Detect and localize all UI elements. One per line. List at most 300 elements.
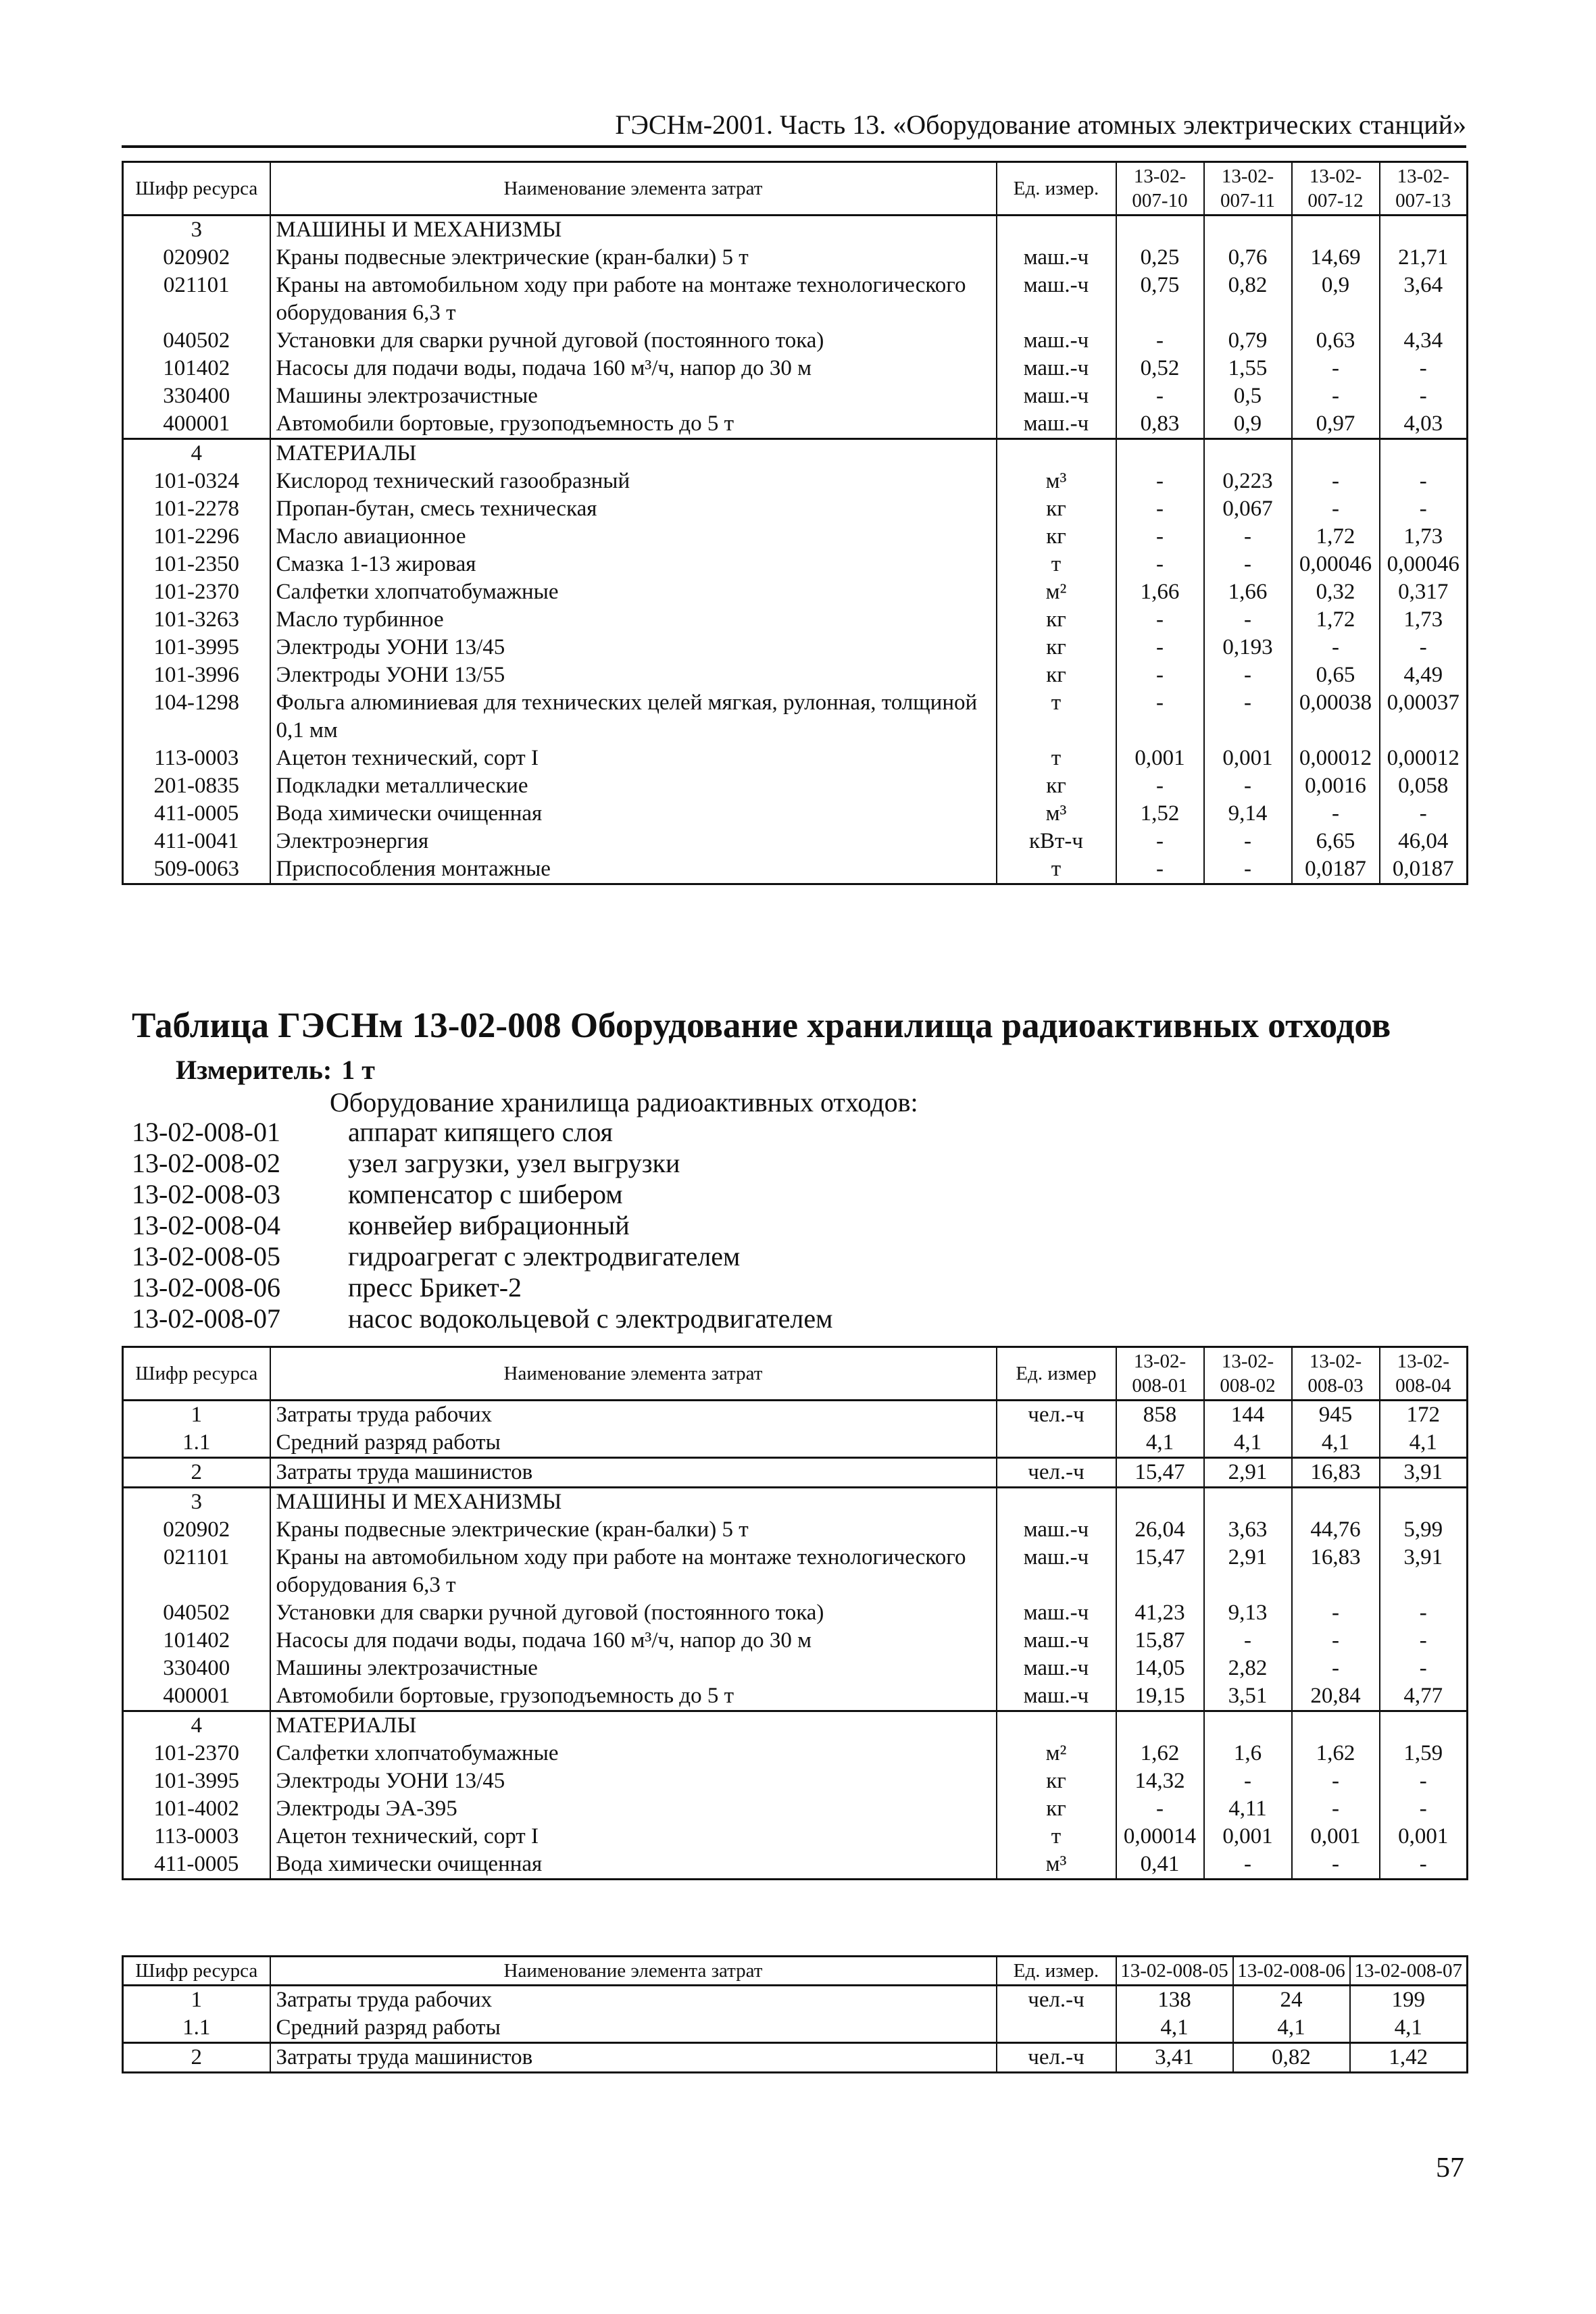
cell-unit: кг: [997, 1795, 1116, 1823]
cell-unit: кг: [997, 772, 1116, 800]
cell-code: 411-0041: [123, 828, 270, 855]
cell-value-1: 0,52: [1116, 355, 1204, 382]
cell-unit: кг: [997, 1767, 1116, 1795]
cell-value-2: 4,1: [1204, 1429, 1292, 1458]
cell-code: 411-0005: [123, 1851, 270, 1880]
cell-value-3: 0,00046: [1292, 551, 1380, 578]
cell-value-4: 4,34: [1380, 327, 1468, 355]
cell-value-4: 3,91: [1380, 1544, 1468, 1599]
cell-value-3: -: [1292, 800, 1380, 828]
cell-value-1: 1,62: [1116, 1740, 1204, 1767]
cell-value-3: 1,72: [1292, 523, 1380, 551]
cell-value-3: 0,00012: [1292, 745, 1380, 772]
cell-name: МАТЕРИАЛЫ: [270, 1711, 997, 1740]
cell-code: 3: [123, 1488, 270, 1517]
cell-unit: [997, 1488, 1116, 1517]
cell-value-1: -: [1116, 382, 1204, 410]
cell-value-2: [1204, 1711, 1292, 1740]
cell-unit: маш.-ч: [997, 244, 1116, 272]
list-item: [132, 1209, 832, 1240]
cell-code: 040502: [123, 327, 270, 355]
cell-value-2: 0,79: [1204, 327, 1292, 355]
header-col-3: 13-02-008-07: [1350, 1957, 1468, 1986]
header-code: Шифр ресурса: [123, 1347, 270, 1401]
cell-value-1: 15,47: [1116, 1458, 1204, 1488]
cell-unit: м³: [997, 468, 1116, 495]
cell-value-3: 4,1: [1292, 1429, 1380, 1458]
cell-value-2: 1,66: [1204, 578, 1292, 606]
cell-value-3: -: [1292, 1767, 1380, 1795]
cell-unit: [997, 439, 1116, 468]
cell-value-2: 144: [1204, 1401, 1292, 1430]
cell-value-1: 14,05: [1116, 1655, 1204, 1682]
cell-code: 400001: [123, 410, 270, 439]
table-row: [123, 382, 1468, 410]
cell-value-1: 1,52: [1116, 800, 1204, 828]
cell-value-1: -: [1116, 689, 1204, 745]
cell-value-4: 1,73: [1380, 523, 1468, 551]
cell-value-1: 19,15: [1116, 1682, 1204, 1711]
header-col-2: 13-02-008-02: [1204, 1347, 1292, 1401]
cell-value-2: [1204, 439, 1292, 468]
cell-code: 101-2296: [123, 523, 270, 551]
table-row: [123, 410, 1468, 439]
cell-unit: м²: [997, 578, 1116, 606]
cell-code: 2: [123, 2043, 270, 2073]
cell-value-2: 1,6: [1204, 1740, 1292, 1767]
cell-value-2: -: [1204, 661, 1292, 689]
cell-value-1: -: [1116, 606, 1204, 634]
cell-value-3: [1292, 216, 1380, 245]
cell-code: 101-2278: [123, 495, 270, 523]
table-row: [123, 523, 1468, 551]
table-row: [123, 689, 1468, 745]
cell-value-2: 4,1: [1233, 2014, 1350, 2043]
cell-value-1: 4,1: [1116, 2014, 1233, 2043]
cell-unit: маш.-ч: [997, 355, 1116, 382]
cell-value-3: [1292, 1488, 1380, 1517]
cell-value-3: 44,76: [1292, 1516, 1380, 1544]
cell-value-1: -: [1116, 327, 1204, 355]
cell-value-4: -: [1380, 800, 1468, 828]
cell-code: 101-3995: [123, 634, 270, 661]
cell-value-3: 1,42: [1350, 2043, 1468, 2073]
cell-name: Пропан-бутан, смесь техническая: [270, 495, 997, 523]
cell-value-4: -: [1380, 355, 1468, 382]
cell-value-3: 0,65: [1292, 661, 1380, 689]
cell-value-4: 5,99: [1380, 1516, 1468, 1544]
cell-value-3: -: [1292, 468, 1380, 495]
cell-value-4: -: [1380, 634, 1468, 661]
cell-code: 021101: [123, 1544, 270, 1599]
cell-value-1: -: [1116, 495, 1204, 523]
table-row: [123, 1458, 1468, 1488]
cell-value-1: -: [1116, 828, 1204, 855]
cell-unit: чел.-ч: [997, 2043, 1116, 2073]
cell-value-4: 46,04: [1380, 828, 1468, 855]
cell-value-3: 4,1: [1350, 2014, 1468, 2043]
cell-unit: м³: [997, 1851, 1116, 1880]
cell-code: 021101: [123, 272, 270, 327]
cell-value-2: 24: [1233, 1986, 1350, 2015]
cell-unit: [997, 216, 1116, 245]
cell-name: Приспособления монтажные: [270, 855, 997, 884]
cell-name: Электроды УОНИ 13/55: [270, 661, 997, 689]
cell-name: Электроды ЭА-395: [270, 1795, 997, 1823]
cell-unit: маш.-ч: [997, 1599, 1116, 1627]
cell-value-3: -: [1292, 1655, 1380, 1682]
cell-value-4: 1,59: [1380, 1740, 1468, 1767]
cell-code: 4: [123, 439, 270, 468]
cell-value-4: -: [1380, 468, 1468, 495]
cell-code: 1: [123, 1401, 270, 1430]
cell-code: 509-0063: [123, 855, 270, 884]
table-row: [123, 1516, 1468, 1544]
measure-label: Измеритель:: [176, 1055, 332, 1085]
cell-value-2: 0,82: [1233, 2043, 1350, 2073]
list-item: [132, 1303, 832, 1334]
table-row: [123, 439, 1468, 468]
table-row: [123, 828, 1468, 855]
item-text: насос водокольцевой с электродвигателем: [348, 1303, 833, 1334]
item-text: компенсатор с шибером: [348, 1179, 623, 1209]
cell-value-4: 0,00037: [1380, 689, 1468, 745]
cell-name: Установки для сварки ручной дуговой (постоянного тока): [270, 327, 997, 355]
cell-name: Салфетки хлопчатобумажные: [270, 578, 997, 606]
cell-code: 201-0835: [123, 772, 270, 800]
cell-value-4: -: [1380, 1851, 1468, 1880]
cell-value-3: [1292, 1711, 1380, 1740]
cell-code: 101402: [123, 355, 270, 382]
table-header-row: [123, 1347, 1468, 1401]
cell-value-1: 14,32: [1116, 1767, 1204, 1795]
table-row: [123, 1795, 1468, 1823]
cell-value-1: 41,23: [1116, 1599, 1204, 1627]
header-col-4: 13-02-007-13: [1380, 162, 1468, 216]
header-col-4: 13-02-008-04: [1380, 1347, 1468, 1401]
running-header: [122, 105, 1466, 148]
cell-code: 330400: [123, 1655, 270, 1682]
item-code: 13-02-008-06: [132, 1272, 280, 1303]
table-row: [123, 2043, 1468, 2073]
cell-value-3: 1,72: [1292, 606, 1380, 634]
item-text: конвейер вибрационный: [348, 1210, 630, 1240]
cell-code: 3: [123, 216, 270, 245]
cell-value-3: 199: [1350, 1986, 1468, 2015]
header-col-3: 13-02-008-03: [1292, 1347, 1380, 1401]
cell-code: 101-2370: [123, 1740, 270, 1767]
cell-value-3: 1,62: [1292, 1740, 1380, 1767]
header-col-3: 13-02-007-12: [1292, 162, 1380, 216]
cell-value-2: 3,51: [1204, 1682, 1292, 1711]
cell-unit: кг: [997, 523, 1116, 551]
cell-value-2: -: [1204, 828, 1292, 855]
cell-unit: кВт-ч: [997, 828, 1116, 855]
cell-value-1: 0,41: [1116, 1851, 1204, 1880]
cell-value-1: 15,47: [1116, 1544, 1204, 1599]
table-row: [123, 772, 1468, 800]
cell-value-3: 16,83: [1292, 1544, 1380, 1599]
item-text: аппарат кипящего слоя: [348, 1117, 613, 1147]
cell-unit: маш.-ч: [997, 1544, 1116, 1599]
table-row: [123, 1851, 1468, 1880]
cell-value-3: -: [1292, 382, 1380, 410]
cell-name: Затраты труда рабочих: [270, 1986, 997, 2015]
cell-code: 101-3263: [123, 606, 270, 634]
cell-unit: маш.-ч: [997, 410, 1116, 439]
cell-unit: т: [997, 745, 1116, 772]
item-text: пресс Брикет-2: [348, 1272, 522, 1303]
cell-unit: кг: [997, 606, 1116, 634]
table-row: [123, 1401, 1468, 1430]
item-text: гидроагрегат с электродвигателем: [348, 1241, 741, 1272]
table-row: [123, 1823, 1468, 1851]
cell-value-4: [1380, 216, 1468, 245]
cell-name: Затраты труда рабочих: [270, 1401, 997, 1430]
cell-unit: [997, 2014, 1116, 2043]
cell-code: 411-0005: [123, 800, 270, 828]
cell-name: МАТЕРИАЛЫ: [270, 439, 997, 468]
cell-value-4: -: [1380, 1599, 1468, 1627]
cell-code: 101-3996: [123, 661, 270, 689]
cell-value-2: -: [1204, 855, 1292, 884]
header-col-2: 13-02-008-06: [1233, 1957, 1350, 1986]
item-code: 13-02-008-03: [132, 1179, 280, 1209]
cell-value-2: 4,11: [1204, 1795, 1292, 1823]
cell-value-1: -: [1116, 661, 1204, 689]
list-item: [132, 1147, 832, 1178]
cell-value-4: -: [1380, 382, 1468, 410]
table-header-row: [123, 162, 1468, 216]
cell-value-1: 0,25: [1116, 244, 1204, 272]
cell-value-3: 6,65: [1292, 828, 1380, 855]
cell-name: Электроды УОНИ 13/45: [270, 634, 997, 661]
cell-value-2: -: [1204, 1627, 1292, 1655]
cell-value-2: -: [1204, 551, 1292, 578]
cell-value-3: 0,9: [1292, 272, 1380, 327]
cell-value-2: 0,067: [1204, 495, 1292, 523]
table-row: [123, 578, 1468, 606]
cell-name: Краны подвесные электрические (кран-балки) 5 т: [270, 244, 997, 272]
table-row: [123, 468, 1468, 495]
table-header-row: [123, 1957, 1468, 1986]
resource-table-008-a: [122, 1346, 1468, 1880]
cell-value-2: -: [1204, 689, 1292, 745]
cell-value-2: -: [1204, 523, 1292, 551]
resource-table-007: [122, 161, 1468, 885]
cell-value-4: 3,64: [1380, 272, 1468, 327]
cell-code: 1.1: [123, 1429, 270, 1458]
table-row: [123, 1627, 1468, 1655]
cell-value-4: 0,317: [1380, 578, 1468, 606]
measure-line: [176, 1054, 375, 1086]
cell-unit: т: [997, 551, 1116, 578]
cell-name: Кислород технический газообразный: [270, 468, 997, 495]
cell-value-4: [1380, 1488, 1468, 1517]
table-row: [123, 2014, 1468, 2043]
table-row: [123, 272, 1468, 327]
cell-value-4: -: [1380, 1767, 1468, 1795]
header-text: ГЭСНм-2001. Часть 13. «Оборудование атомных электрических станций»: [615, 109, 1466, 140]
cell-value-2: 2,91: [1204, 1458, 1292, 1488]
cell-code: 400001: [123, 1682, 270, 1711]
cell-value-4: 21,71: [1380, 244, 1468, 272]
cell-value-1: 4,1: [1116, 1429, 1204, 1458]
item-text: узел загрузки, узел выгрузки: [348, 1148, 680, 1178]
item-code: 13-02-008-02: [132, 1148, 280, 1178]
table-row: [123, 327, 1468, 355]
cell-value-3: 945: [1292, 1401, 1380, 1430]
cell-unit: чел.-ч: [997, 1986, 1116, 2015]
cell-unit: маш.-ч: [997, 327, 1116, 355]
cell-value-2: 0,001: [1204, 1823, 1292, 1851]
cell-value-4: 0,001: [1380, 1823, 1468, 1851]
header-col-1: 13-02-007-10: [1116, 162, 1204, 216]
cell-value-3: 0,32: [1292, 578, 1380, 606]
cell-value-1: -: [1116, 634, 1204, 661]
cell-code: 104-1298: [123, 689, 270, 745]
header-name: Наименование элемента затрат: [270, 1347, 997, 1401]
cell-code: 101-3995: [123, 1767, 270, 1795]
table-row: [123, 606, 1468, 634]
cell-value-3: -: [1292, 1599, 1380, 1627]
cell-value-3: -: [1292, 1851, 1380, 1880]
cell-value-4: 0,0187: [1380, 855, 1468, 884]
cell-value-3: -: [1292, 1627, 1380, 1655]
table-row: [123, 1682, 1468, 1711]
cell-value-1: 0,75: [1116, 272, 1204, 327]
cell-value-4: 0,00012: [1380, 745, 1468, 772]
header-unit: Ед. измер: [997, 1347, 1116, 1401]
table-row: [123, 551, 1468, 578]
cell-value-3: -: [1292, 1795, 1380, 1823]
cell-value-4: 1,73: [1380, 606, 1468, 634]
cell-value-3: 0,00038: [1292, 689, 1380, 745]
cell-value-1: 15,87: [1116, 1627, 1204, 1655]
equipment-intro: Оборудование хранилища радиоактивных отходов:: [330, 1087, 918, 1117]
cell-value-2: 9,14: [1204, 800, 1292, 828]
cell-value-4: [1380, 439, 1468, 468]
cell-value-2: 3,63: [1204, 1516, 1292, 1544]
cell-value-1: [1116, 1488, 1204, 1517]
cell-unit: м³: [997, 800, 1116, 828]
cell-unit: маш.-ч: [997, 1627, 1116, 1655]
list-item: [132, 1272, 832, 1303]
cell-value-2: 2,91: [1204, 1544, 1292, 1599]
cell-value-2: [1204, 1488, 1292, 1517]
cell-code: 101-0324: [123, 468, 270, 495]
header-col-1: 13-02-008-01: [1116, 1347, 1204, 1401]
cell-code: 1.1: [123, 2014, 270, 2043]
cell-name: Салфетки хлопчатобумажные: [270, 1740, 997, 1767]
cell-code: 330400: [123, 382, 270, 410]
cell-value-4: 4,49: [1380, 661, 1468, 689]
cell-name: Затраты труда машинистов: [270, 2043, 997, 2073]
table-row: [123, 244, 1468, 272]
header-name: Наименование элемента затрат: [270, 1957, 997, 1986]
page-number: 57: [1436, 2153, 1464, 2184]
cell-name: Автомобили бортовые, грузоподъемность до 5 т: [270, 410, 997, 439]
cell-name: Средний разряд работы: [270, 2014, 997, 2043]
resource-table-008-b: [122, 1955, 1468, 2073]
cell-value-4: 0,00046: [1380, 551, 1468, 578]
cell-value-4: 0,058: [1380, 772, 1468, 800]
table-row: [123, 661, 1468, 689]
cell-code: 113-0003: [123, 745, 270, 772]
cell-name: МАШИНЫ И МЕХАНИЗМЫ: [270, 1488, 997, 1517]
cell-name: Затраты труда машинистов: [270, 1458, 997, 1488]
cell-name: Средний разряд работы: [270, 1429, 997, 1458]
table-row: [123, 800, 1468, 828]
cell-name: Краны на автомобильном ходу при работе на монтаже технологического оборудования 6,3 т: [270, 1544, 997, 1599]
cell-unit: чел.-ч: [997, 1401, 1116, 1430]
cell-name: Фольга алюминиевая для технических целей мягкая, рулонная, толщиной 0,1 мм: [270, 689, 997, 745]
cell-unit: чел.-ч: [997, 1458, 1116, 1488]
cell-unit: [997, 1711, 1116, 1740]
cell-name: Автомобили бортовые, грузоподъемность до 5 т: [270, 1682, 997, 1711]
cell-value-2: 0,5: [1204, 382, 1292, 410]
cell-value-1: -: [1116, 1795, 1204, 1823]
cell-value-4: 4,03: [1380, 410, 1468, 439]
cell-value-1: 0,00014: [1116, 1823, 1204, 1851]
header-name: Наименование элемента затрат: [270, 162, 997, 216]
table-row: [123, 1488, 1468, 1517]
table-row: [123, 855, 1468, 884]
cell-unit: маш.-ч: [997, 272, 1116, 327]
equipment-code-list: [132, 1116, 832, 1334]
measure-value: 1 т: [341, 1055, 375, 1085]
cell-unit: маш.-ч: [997, 1516, 1116, 1544]
cell-name: Электроды УОНИ 13/45: [270, 1767, 997, 1795]
cell-unit: м²: [997, 1740, 1116, 1767]
cell-name: Вода химически очищенная: [270, 800, 997, 828]
cell-value-1: 26,04: [1116, 1516, 1204, 1544]
table-row: [123, 216, 1468, 245]
cell-unit: т: [997, 1823, 1116, 1851]
item-code: 13-02-008-07: [132, 1303, 280, 1334]
cell-code: 101402: [123, 1627, 270, 1655]
cell-value-3: 0,63: [1292, 327, 1380, 355]
cell-code: 101-4002: [123, 1795, 270, 1823]
table-row: [123, 355, 1468, 382]
cell-unit: маш.-ч: [997, 382, 1116, 410]
cell-unit: [997, 1429, 1116, 1458]
cell-value-3: [1292, 439, 1380, 468]
cell-value-2: 0,76: [1204, 244, 1292, 272]
cell-value-1: -: [1116, 551, 1204, 578]
table-row: [123, 1986, 1468, 2015]
cell-name: Масло авиационное: [270, 523, 997, 551]
cell-value-4: -: [1380, 1795, 1468, 1823]
cell-value-4: 4,1: [1380, 1429, 1468, 1458]
cell-value-1: 0,83: [1116, 410, 1204, 439]
cell-value-3: -: [1292, 355, 1380, 382]
cell-name: Ацетон технический, сорт I: [270, 1823, 997, 1851]
cell-name: Насосы для подачи воды, подача 160 м³/ч, напор до 30 м: [270, 1627, 997, 1655]
cell-value-1: 0,001: [1116, 745, 1204, 772]
cell-unit: маш.-ч: [997, 1682, 1116, 1711]
cell-value-1: [1116, 216, 1204, 245]
cell-value-3: 0,001: [1292, 1823, 1380, 1851]
cell-value-1: 858: [1116, 1401, 1204, 1430]
cell-name: Вода химически очищенная: [270, 1851, 997, 1880]
header-code: Шифр ресурса: [123, 162, 270, 216]
cell-value-4: [1380, 1711, 1468, 1740]
item-code: 13-02-008-04: [132, 1210, 280, 1240]
cell-value-4: 172: [1380, 1401, 1468, 1430]
cell-unit: кг: [997, 661, 1116, 689]
table-title: Таблица ГЭСНм 13-02-008 Оборудование хранилища радиоактивных отходов: [132, 1006, 1391, 1045]
